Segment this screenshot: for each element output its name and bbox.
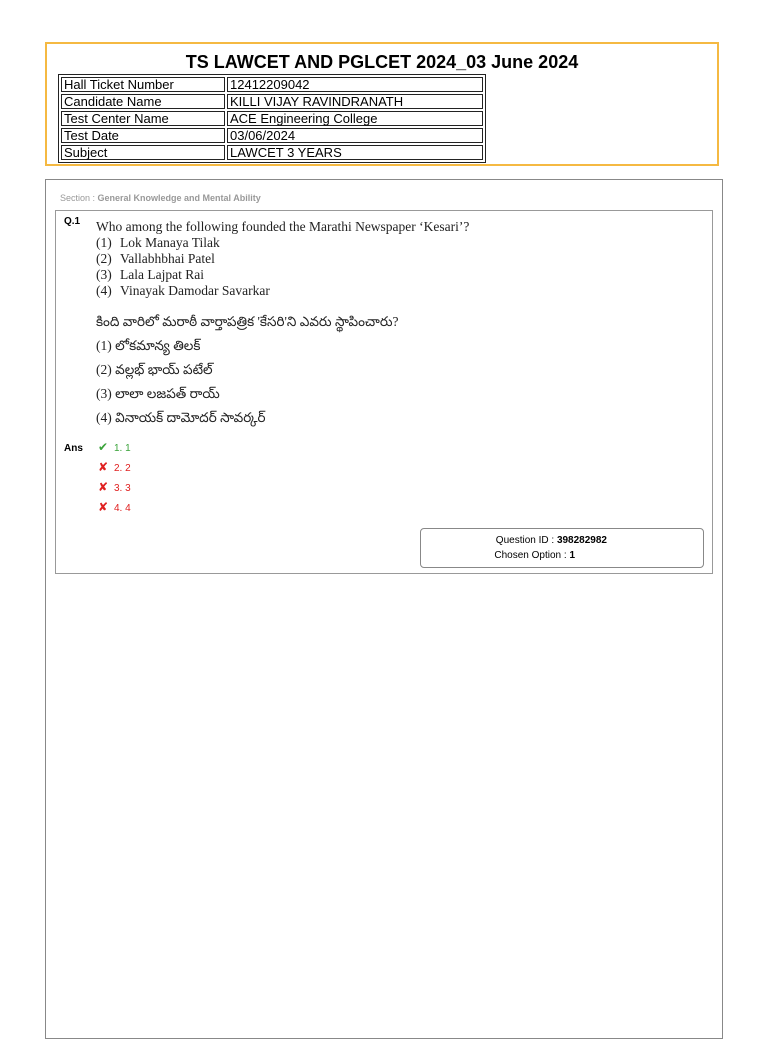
chosen-option-value: 1	[569, 550, 575, 561]
answer-label: Ans	[64, 443, 83, 454]
question-text-english: Who among the following founded the Marathi Newspaper ‘Kesari’?	[96, 219, 470, 234]
option-number: (4)	[96, 283, 112, 298]
candidate-header	[45, 42, 719, 166]
option-text: Vinayak Damodar Savarkar	[120, 283, 270, 298]
question-id-line	[421, 535, 607, 546]
section-prefix: Section :	[60, 193, 98, 203]
option-number: (2)	[96, 251, 112, 266]
cross-icon: ✘	[98, 460, 109, 474]
question-meta-box	[420, 528, 704, 568]
chosen-option-line	[421, 550, 575, 561]
question-panel	[55, 210, 713, 574]
table-row	[61, 145, 483, 160]
question-body	[96, 219, 469, 427]
option-telugu: (2) వల్లభ్ భాయ్ పటేల్	[96, 362, 213, 377]
table-row	[61, 128, 483, 143]
answer-option-1	[98, 440, 131, 454]
answer-option-3	[98, 480, 131, 494]
test-center-value: ACE Engineering College	[227, 111, 483, 126]
option-text: Lok Manaya Tilak	[120, 235, 220, 250]
option-text: Lala Lajpat Rai	[120, 267, 204, 282]
table-row	[61, 77, 483, 92]
question-number: Q.1	[64, 216, 81, 227]
option-number: (3)	[96, 267, 112, 282]
section-name: General Knowledge and Mental Ability	[97, 193, 261, 203]
option-number: (1)	[96, 235, 112, 250]
subject-label: Subject	[61, 145, 225, 160]
option-text: Vallabhbhai Patel	[120, 251, 215, 266]
subject-value: LAWCET 3 YEARS	[227, 145, 483, 160]
exam-title: TS LAWCET AND PGLCET 2024_03 June 2024	[185, 52, 579, 72]
cross-icon: ✘	[98, 500, 109, 514]
cross-icon: ✘	[98, 480, 109, 494]
hall-ticket-value: 12412209042	[227, 77, 483, 92]
check-icon: ✔	[98, 440, 109, 454]
section-heading	[60, 193, 261, 203]
candidate-name-label: Candidate Name	[61, 94, 225, 109]
option-english	[96, 283, 469, 299]
answer-option-4	[98, 500, 131, 514]
option-telugu: (1) లోకమాన్య తిలక్	[96, 338, 201, 353]
option-english	[96, 251, 469, 267]
question-text-telugu: కింది వారిలో మరాఠీ వార్తాపత్రిక 'కేసరి'ని ఎవరు స్థాపించారు?	[96, 314, 399, 329]
answer-option-text: 4. 4	[114, 503, 131, 514]
question-paper-container	[45, 179, 723, 1039]
answer-option-text: 2. 2	[114, 463, 131, 474]
hall-ticket-label: Hall Ticket Number	[61, 77, 225, 92]
answer-option-2	[98, 460, 131, 474]
answer-option-text: 3. 3	[114, 483, 131, 494]
question-id-label: Question ID :	[495, 535, 555, 546]
chosen-option-label: Chosen Option :	[494, 550, 567, 561]
candidate-name-value: KILLI VIJAY RAVINDRANATH	[227, 94, 483, 109]
test-date-value: 03/06/2024	[227, 128, 483, 143]
table-row	[61, 94, 483, 109]
question-id-value: 398282982	[556, 535, 607, 546]
table-row	[61, 111, 483, 126]
test-date-label: Test Date	[61, 128, 225, 143]
answer-option-text: 1. 1	[114, 443, 131, 454]
option-english	[96, 235, 469, 251]
option-telugu: (4) వినాయక్ దామోదర్ సావర్కర్	[96, 410, 266, 425]
option-telugu: (3) లాలా లజపత్ రాయ్	[96, 386, 220, 401]
option-english	[96, 267, 469, 283]
test-center-label: Test Center Name	[61, 111, 225, 126]
candidate-info-table	[58, 74, 486, 163]
